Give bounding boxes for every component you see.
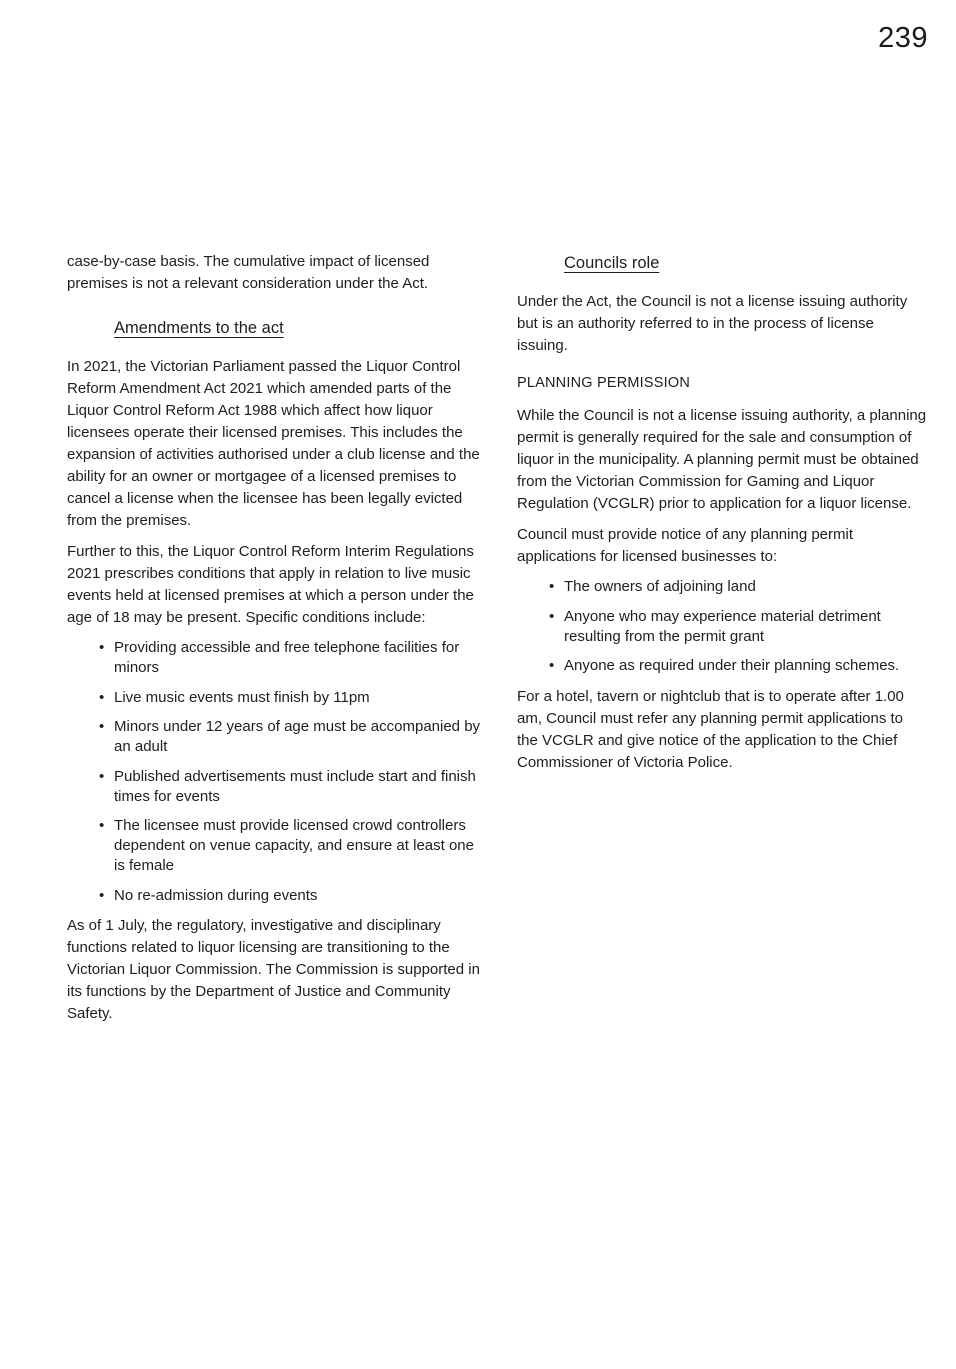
list-item: • Anyone as required under their planning schemes. [564, 656, 927, 676]
hotel-paragraph: For a hotel, tavern or nightclub that is to operate after 1.00 am, Council must refer any planning permit applications to the VCGLR and give notice of the application to the Chief Commissioner of Victoria Police. [517, 687, 904, 771]
planning-paragraph-2: Council must provide notice of any planning permit applications for licensed businesses to: [517, 526, 854, 565]
amendments-paragraph-1: In 2021, the Victorian Parliament passed the Liquor Control Reform Amendment Act 2021 which amended parts of the Liquor Control Reform Act 1988 which affect how liquor licensees operate their licensed premises. This includes the expansion of activities authorised under a club license and the ability for an owner or mortgagee of a licensed premises to cancel a license when the licensee has been legally evicted from the premises. [67, 358, 480, 529]
list-item: • The licensee must provide licensed crowd controllers dependent on venue capacity, and ensure at least one is female [114, 816, 481, 876]
notice-list [517, 577, 927, 676]
right-column [517, 251, 927, 783]
list-item: • Published advertisements must include start and finish times for events [114, 767, 481, 807]
councils-paragraph: Under the Act, the Council is not a license issuing authority but is an authority referred to in the process of license issuing. [517, 293, 908, 354]
left-column [67, 251, 481, 1034]
councils-heading: Councils role [564, 254, 660, 272]
list-item: • The owners of adjoining land [564, 577, 927, 597]
planning-heading: PLANNING PERMISSION [517, 375, 690, 391]
conditions-list [67, 638, 481, 906]
list-item: • Providing accessible and free telephone facilities for minors [114, 638, 481, 678]
amendments-heading: Amendments to the act [114, 319, 284, 337]
closing-paragraph: As of 1 July, the regulatory, investigative and disciplinary functions related to liquor licensing are transitioning to the Victorian Liquor Commission. The Commission is supported in its functions by the Department of Justice and Community Safety. [67, 917, 480, 1022]
list-item: • Anyone who may experience material detriment resulting from the permit grant [564, 607, 927, 647]
page-number: 239 [878, 22, 928, 54]
amendments-paragraph-2: Further to this, the Liquor Control Reform Interim Regulations 2021 prescribes conditions that apply in relation to live music events held at licensed premises at which a person under the age of 18 may be present. Specific conditions include: [67, 543, 474, 626]
intro-paragraph: case-by-case basis. The cumulative impact of licensed premises is not a relevant consideration under the Act. [67, 253, 430, 292]
list-item: • No re-admission during events [114, 886, 481, 906]
list-item: • Minors under 12 years of age must be accompanied by an adult [114, 717, 481, 757]
list-item: • Live music events must finish by 11pm [114, 688, 481, 708]
planning-paragraph-1: While the Council is not a license issuing authority, a planning permit is generally required for the sale and consumption of liquor in the municipality. A planning permit must be obtained from the Victorian Commission for Gaming and Liquor Regulation (VCGLR) prior to application for a liquor license. [517, 407, 927, 512]
